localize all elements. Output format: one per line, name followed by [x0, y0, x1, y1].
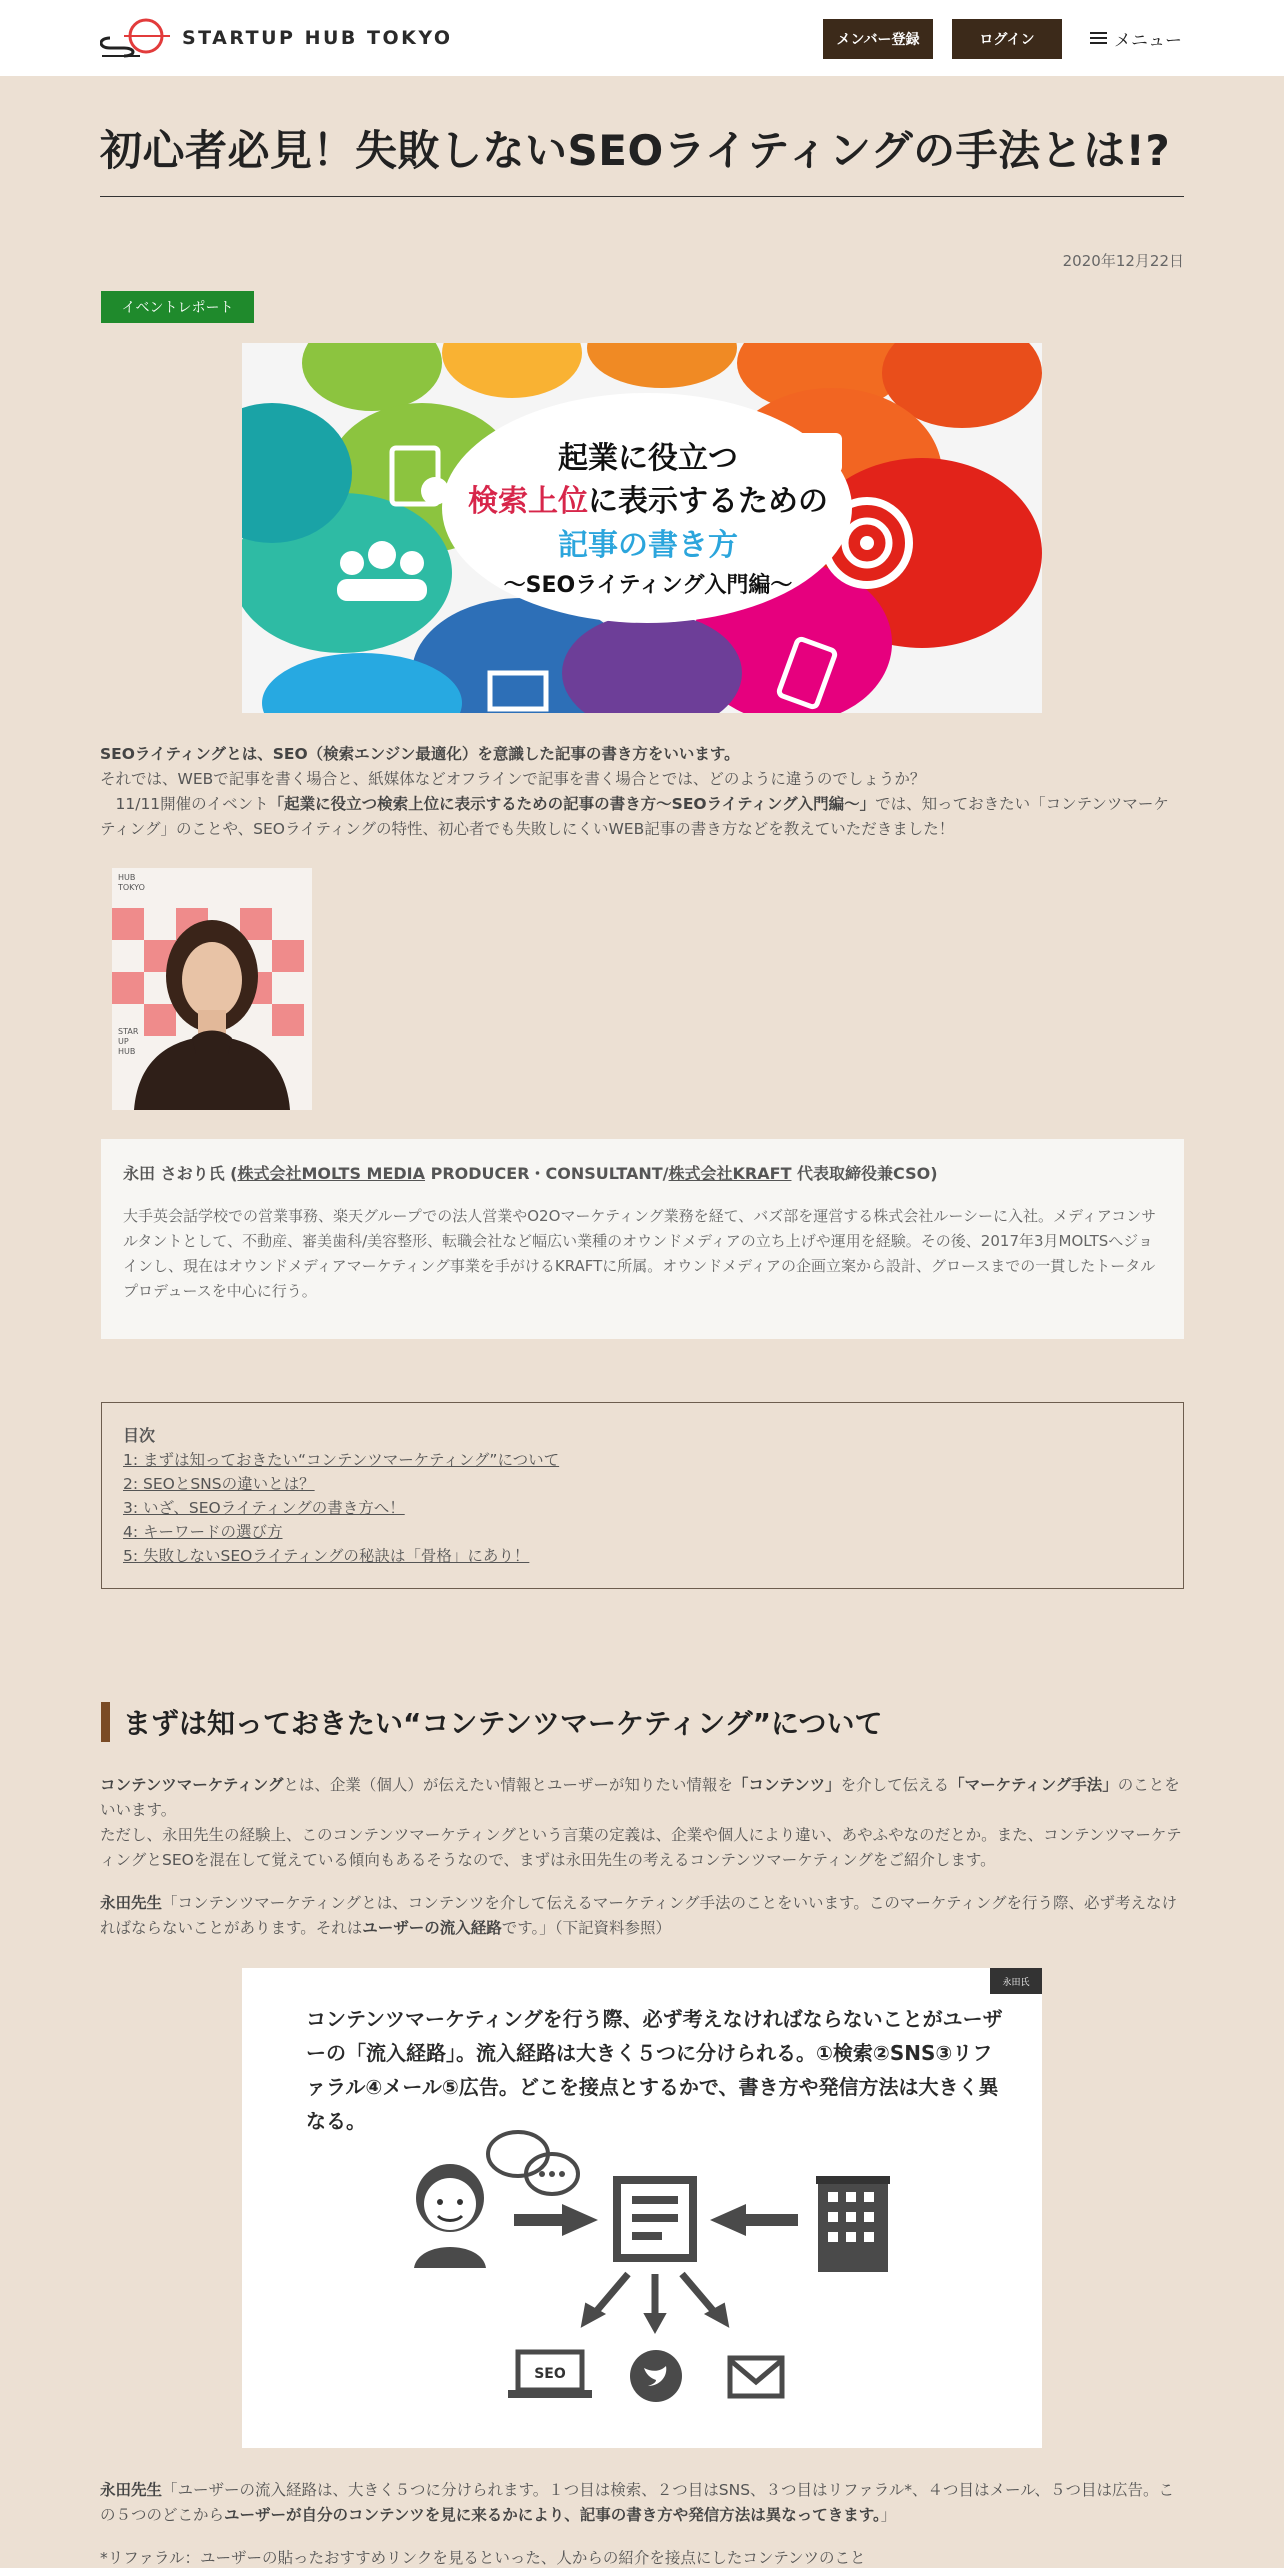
hero-line-3: 記事の書き方	[558, 528, 738, 563]
svg-text:STAR: STAR	[118, 1027, 139, 1036]
speaker-portrait	[112, 868, 312, 1110]
user-icon	[414, 2164, 486, 2268]
section-heading: まずは知っておきたい“コンテンツマーケティング”について	[101, 1702, 883, 1742]
svg-text:UP: UP	[118, 1037, 129, 1046]
toc-item[interactable]: 2: SEOとSNSの違いとは？	[123, 1475, 315, 1493]
slide-corner-badge: 永田氏	[990, 1968, 1042, 1994]
svg-text:TOKYO: TOKYO	[118, 883, 145, 892]
speaker-profile	[101, 1139, 1184, 1339]
company-link-kraft[interactable]: 株式会社KRAFT	[668, 1164, 792, 1183]
arrow-down-icons	[582, 2274, 728, 2332]
menu-label: メニュー	[1114, 30, 1182, 51]
slide-caption: コンテンツマーケティングを行う際、必ず考えなければならないことがユーザーの「流入経路」。流入経路は大きく５つに分けられる。①検索②SNS③リファラル④メール⑤広告。どこを接点とするかで、書き方や発信方法は大きく異なる。	[306, 2007, 1003, 2133]
site-logo[interactable]	[100, 14, 453, 62]
login-button[interactable]: ログイン	[952, 19, 1062, 59]
speech-bubble-icon	[488, 2132, 578, 2194]
category-tag[interactable]: イベントレポート	[101, 291, 254, 323]
logo-mark-icon	[100, 14, 172, 62]
intro-text: SEOライティングとは、SEO（検索エンジン最適化）を意識した記事の書き方をいいます。 それでは、WEBで記事を書く場合と、紙媒体などオフラインで記事を書く場合とでは、どのように違うのでしょうか？ 11/11開催のイベント「起業に役立つ検索上位に表示するための記事の書き方～SEOライティング入門編～」では、知っておきたい「コンテンツマーケティング」のことや、SEOライティングの特性、初心者でも失敗しにくいWEB記事の書き方などを教えていただきました！	[100, 745, 1169, 838]
site-header	[0, 0, 1284, 76]
document-icon	[617, 2180, 693, 2258]
company-link-molts[interactable]: 株式会社MOLTS MEDIA	[237, 1164, 426, 1183]
arrow-right-icon	[514, 2204, 598, 2236]
referral-footnote: *リファラル：ユーザーの貼ったおすすめリンクを見るといった、人からの紹介を接点にしたコンテンツのこと	[100, 2549, 866, 2567]
speaker-name: 永田 さおり氏 (株式会社MOLTS MEDIA PRODUCER・CONSULTANT/株式会社KRAFT 代表取締役兼CSO)	[123, 1164, 938, 1183]
post-date: 2020年12月22日	[1062, 252, 1184, 270]
section-bar	[101, 1702, 110, 1742]
section-paragraph-1: コンテンツマーケティングとは、企業（個人）が伝えたい情報とユーザーが知りたい情報を「コンテンツ」を介して伝える「マーケティング手法」のことをいいます。 ただし、永田先生の経験上、このコンテンツマーケティングという言葉の定義は、企業や個人により違い、あやふやなのだとか。また、コンテンツマーケティングとSEOを混在して覚えている傾向もあるそうなので、まずは永田先生の考えるコンテンツマーケティングをご紹介します。	[100, 1776, 1182, 1869]
arrow-left-icon	[710, 2204, 798, 2236]
hero-line-4: 〜SEOライティング入門編〜	[503, 573, 793, 598]
title-divider	[100, 196, 1184, 197]
table-of-contents	[101, 1402, 1184, 1589]
twitter-icon	[630, 2350, 682, 2402]
toc-item[interactable]: 1: まずは知っておきたい“コンテンツマーケティング”について	[123, 1451, 560, 1469]
toc-item[interactable]: 3: いざ、SEOライティングの書き方へ！	[123, 1499, 405, 1517]
svg-text:HUB: HUB	[118, 1047, 136, 1056]
building-icon	[816, 2176, 890, 2272]
logo-text: STARTUP HUB TOKYO	[182, 27, 453, 49]
menu-button[interactable]	[1090, 20, 1182, 56]
section-paragraph-2: 永田先生「コンテンツマーケティングとは、コンテンツを介して伝えるマーケティング手法のことをいいます。このマーケティングを行う際、必ず考えなければならないことがあります。それはユーザーの流入経路です。」（下記資料参照）	[100, 1894, 1177, 1937]
speaker-bio: 大手英会話学校での営業事務、楽天グループでの法人営業やO2Oマーケティング業務を経て、バズ部を運営する株式会社ルーシーに入社。メディアコンサルタントとして、不動産、審美歯科/美容整形、転職会社など幅広い業種のオウンドメディアの立ち上げや運用を経験。その後、2017年3月MOLTSへジョインし、現在はオウンドメディアマーケティング事業を手がけるKRAFTに所属。オウンドメディアの企画立案から設計、グロースまでの一貫したトータルプロデュースを中心に行う。	[123, 1207, 1157, 1300]
toc-item[interactable]: 4: キーワードの選び方	[123, 1523, 283, 1541]
event-name: 「起業に役立つ検索上位に表示するための記事の書き方～SEOライティング入門編～」	[268, 795, 876, 813]
intro-lead: SEOライティングとは、SEO（検索エンジン最適化）を意識した記事の書き方をいいます。	[100, 745, 740, 763]
slide-seo-label: SEO	[534, 2366, 566, 2382]
intro-question: それでは、WEBで記事を書く場合と、紙媒体などオフラインで記事を書く場合とでは、どのように違うのでしょうか？	[100, 770, 926, 788]
inflow-route-slide	[242, 1968, 1042, 2448]
svg-text:HUB: HUB	[118, 873, 136, 882]
section-paragraph-3: 永田先生「ユーザーの流入経路は、大きく５つに分けられます。１つ目は検索、２つ目はSNS、３つ目はリファラル*、４つ目はメール、５つ目は広告。この５つのどこからユーザーが自分のコンテンツを見に来るかにより、記事の書き方や発信方法は異なってきます。」	[100, 2481, 1174, 2524]
hero-line-2: 検索上位に表示するための	[468, 484, 828, 519]
toc-title: 目次	[123, 1426, 156, 1445]
hero-image	[242, 343, 1042, 713]
hero-headline	[448, 438, 848, 604]
mail-icon	[730, 2358, 782, 2396]
hamburger-icon	[1090, 29, 1107, 47]
page-title: 初心者必見！失敗しないSEOライティングの手法とは!?	[100, 126, 1171, 175]
hero-line-1: 起業に役立つ	[558, 441, 738, 476]
toc-item[interactable]: 5: 失敗しないSEOライティングの秘訣は「骨格」にあり！	[123, 1547, 530, 1565]
member-register-button[interactable]: メンバー登録	[823, 19, 933, 59]
